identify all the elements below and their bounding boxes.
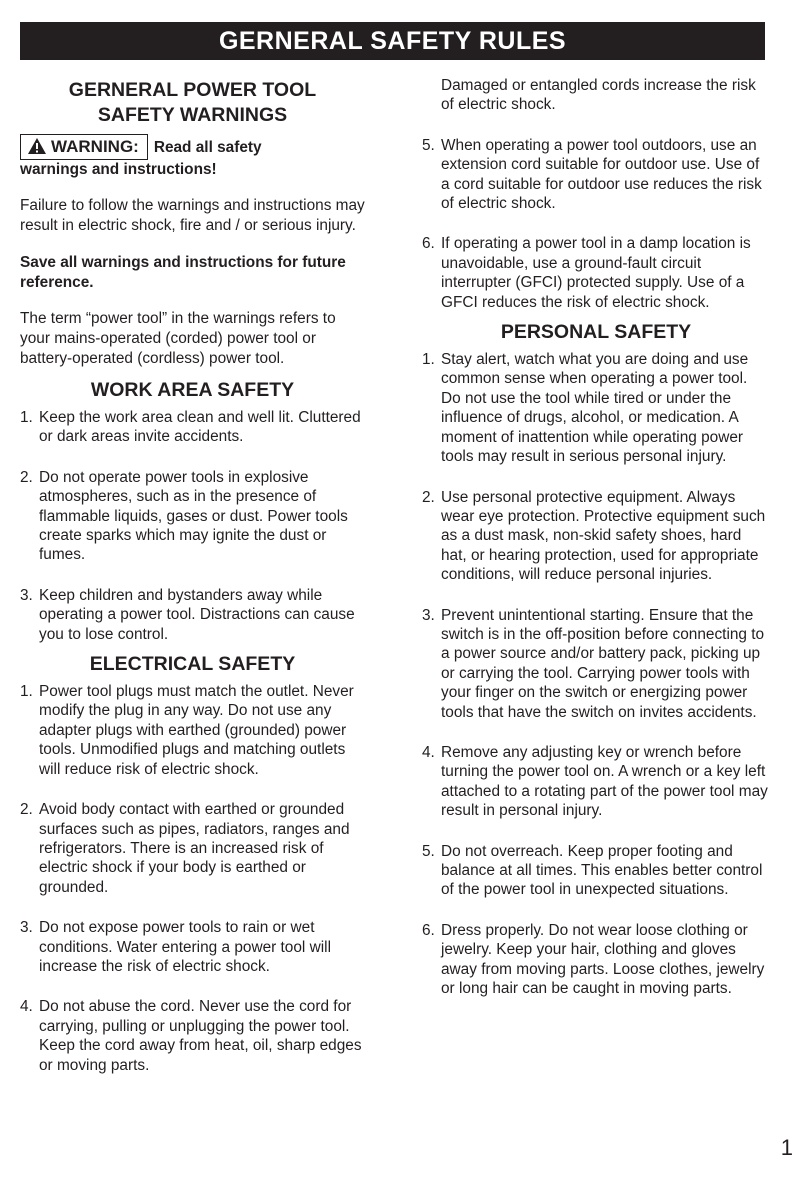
list-item: 6. Dress properly. Do not wear loose clothing or jewelry. Keep your hair, clothing and gloves away from moving parts. Loose clothes, jewelry or long hair can be caught in moving parts. bbox=[422, 921, 765, 998]
warning-triangle-icon bbox=[27, 137, 47, 155]
list-item: 4. Remove any adjusting key or wrench before turning the power tool on. A wrench or a key left attached to a rotating part of the power tool may result in personal injury. bbox=[422, 743, 768, 820]
list-item: 4. Do not abuse the cord. Never use the cord for carrying, pulling or unplugging the power tool. Keep the cord away from heat, oil, sharp edges or moving parts. bbox=[20, 998, 362, 1074]
electrical-title: ELECTRICAL SAFETY bbox=[89, 653, 296, 676]
list-item: 2. Use personal protective equipment. Always wear eye protection. Protective equipment such as a dust mask, non-skid safety shoes, hard hat, or hearing protection, used for appropriate conditions, will reduce personal injuries. bbox=[422, 488, 766, 584]
list-item: 5. Do not overreach. Keep proper footing and balance at all times. This enables better control of the power tool in unexpected situations. bbox=[422, 842, 763, 899]
list-item: 5. When operating a power tool outdoors, use an extension cord suitable for outdoor use. Use of a cord suitable for outdoor use reduces the risk of electric shock. bbox=[422, 136, 762, 213]
warning-text-2: warnings and instructions! bbox=[20, 161, 217, 178]
list-item: 2. Do not operate power tools in explosive atmospheres, such as in the presence of flammable liquids, gases or dust. Power tools create sparks which may ignite the dust or fumes. bbox=[20, 468, 348, 564]
right-column bbox=[422, 76, 770, 998]
list-item: 6. If operating a power tool in a damp location is unavoidable, use a ground-fault circuit interrupter (GFCI) protected supply. Use of a GFCI reduces the risk of electric shock. bbox=[422, 235, 751, 311]
personal-safety-title: PERSONAL SAFETY bbox=[500, 321, 692, 344]
left-column bbox=[20, 76, 365, 1075]
warning-callout bbox=[20, 134, 365, 180]
list-item: 3. Keep children and bystanders away while operating a power tool. Distractions can cause you to lose control. bbox=[20, 586, 355, 643]
work-area-list bbox=[20, 408, 365, 644]
warning-text-1: Read all safety bbox=[153, 139, 262, 156]
list-item: 3. Do not expose power tools to rain or wet conditions. Water entering a power tool will increase the risk of electric shock. bbox=[20, 919, 331, 975]
general-para-failure: Failure to follow the warnings and instructions may result in electric shock, fire and / or serious injury. bbox=[20, 197, 365, 234]
list-item: 1. Stay alert, watch what you are doing and use common sense when operating a power tool. Do not use the tool while tired or under the influence of drugs, alcohol, or medication. A moment of inattention while operating power tools may result in serious personal injury. bbox=[422, 351, 749, 466]
electrical-list-continued bbox=[422, 76, 770, 312]
warning-label-box bbox=[20, 134, 148, 160]
list-item: 1. Keep the work area clean and well lit. Cluttered or dark areas invite accidents. bbox=[20, 409, 361, 446]
electrical-list bbox=[20, 682, 365, 1075]
general-para-term: The term “power tool” in the warnings refers to your mains-operated (corded) power tool or battery-operated (cordless) power tool. bbox=[20, 310, 336, 367]
warning-label: WARNING: bbox=[51, 137, 139, 156]
page-title: GERNERAL SAFETY RULES bbox=[218, 27, 567, 55]
list-item: 3. Prevent unintentional starting. Ensure that the switch is in the off-position before connecting to a power source and/or battery pack, picking up or carrying the tool. Carrying power tools with your finger on the switch or energizing power tools that have the switch on invites accidents. bbox=[422, 606, 765, 721]
work-area-title: WORK AREA SAFETY bbox=[90, 379, 295, 401]
personal-safety-list bbox=[422, 350, 770, 998]
general-warnings-title bbox=[20, 78, 365, 128]
list-item: 2. Avoid body contact with earthed or grounded surfaces such as pipes, radiators, ranges and refrigerators. There is an increased risk of electric shock if your body is earthed or grounded. bbox=[20, 801, 350, 896]
page-number: 1 bbox=[780, 1135, 793, 1160]
general-title-line-2: SAFETY WARNINGS bbox=[97, 104, 288, 126]
list-item-continued: Damaged or entangled cords increase the risk of electric shock. bbox=[441, 77, 756, 114]
general-para-save: Save all warnings and instructions for future reference. bbox=[20, 254, 346, 291]
page-header-banner bbox=[20, 22, 765, 60]
general-title-line-1: GERNERAL POWER TOOL bbox=[68, 79, 317, 101]
list-item: 1. Power tool plugs must match the outlet. Never modify the plug in any way. Do not use any adapter plugs with earthed (grounded) power tools. Unmodified plugs and matching outlets will reduce risk of electric shock. bbox=[20, 683, 354, 778]
